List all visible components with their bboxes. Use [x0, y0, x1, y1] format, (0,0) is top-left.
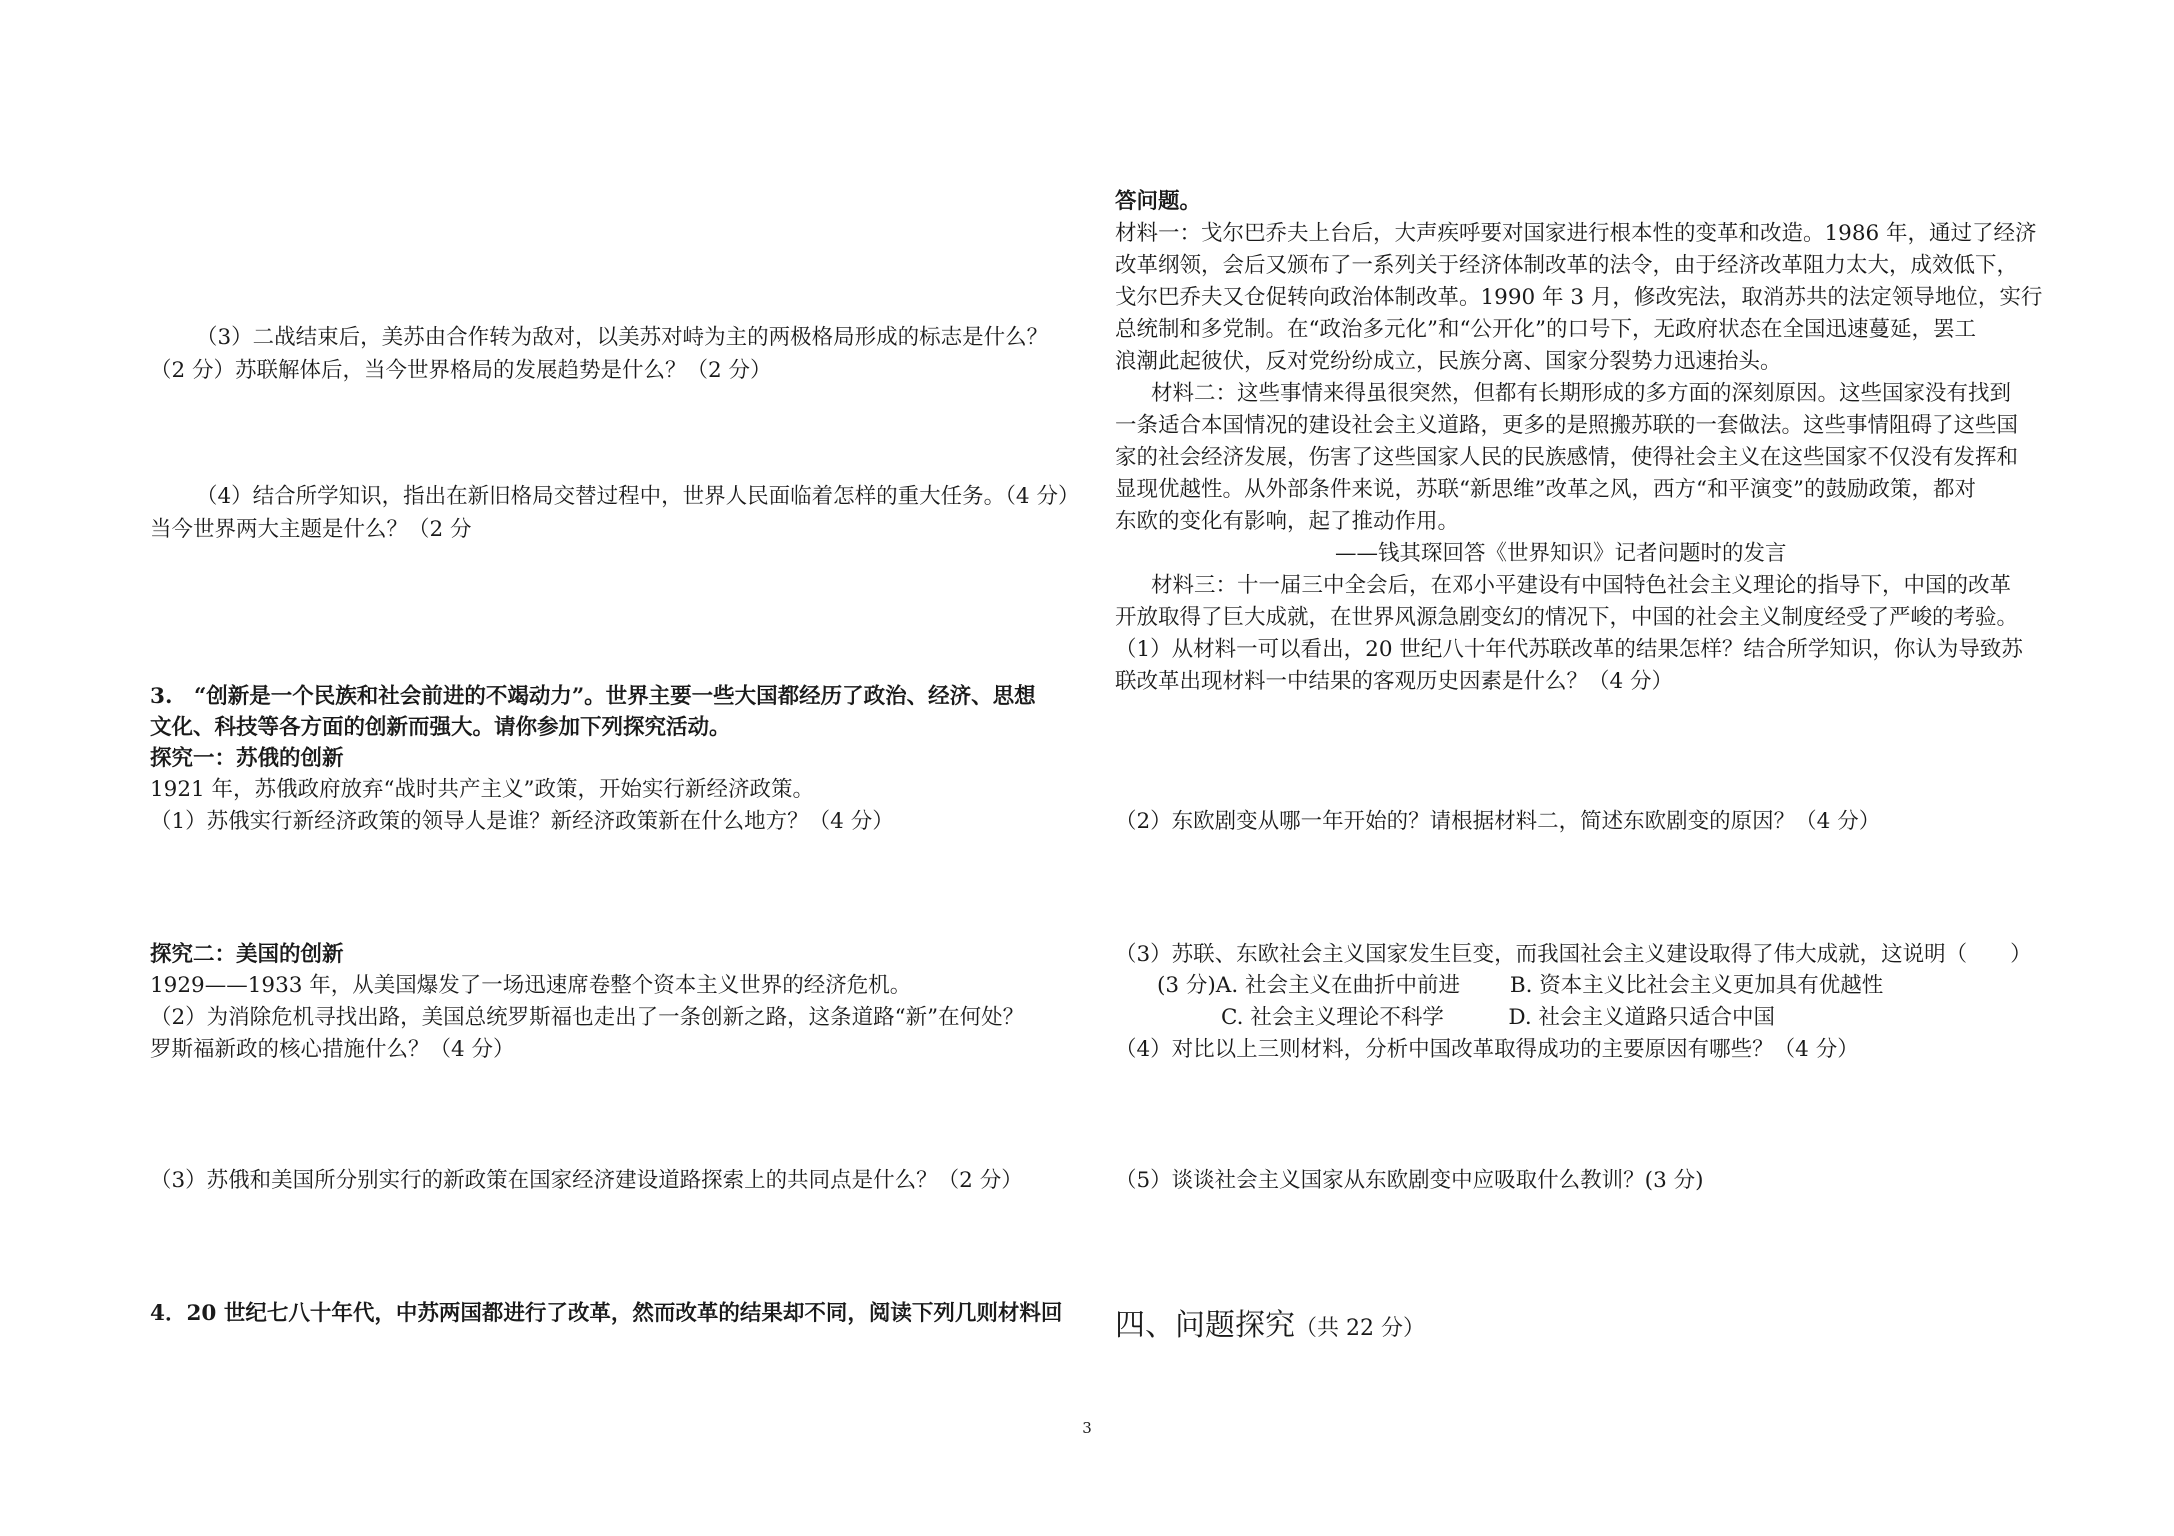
question-4-4: （4）对比以上三则材料，分析中国改革取得成功的主要原因有哪些？（4 分）: [1115, 1037, 1859, 1062]
question-4-3-options-line-2: C. 社会主义理论不科学 D. 社会主义道路只适合中国: [1221, 1005, 1775, 1030]
material-2-line-1: 材料二：这些事情来得虽很突然，但都有长期形成的多方面的深刻原因。这些国家没有找到: [1151, 381, 2012, 406]
question-4-1-line-1: （1）从材料一可以看出，20 世纪八十年代苏联改革的结果怎样？结合所学知识，你认为导致苏: [1115, 637, 2023, 662]
question-3-3: （3）苏俄和美国所分别实行的新政策在国家经济建设道路探索上的共同点是什么？（2 分）: [150, 1168, 1023, 1193]
question-2-4-line-1: （4）结合所学知识，指出在新旧格局交替过程中，世界人民面临着怎样的重大任务。（4 分）: [196, 484, 1080, 509]
question-4-1-line-2: 联改革出现材料一中结果的客观历史因素是什么？（4 分）: [1115, 669, 1674, 694]
material-2-line-2: 一条适合本国情况的建设社会主义道路，更多的是照搬苏联的一套做法。这些事情阻碍了这些国: [1115, 413, 2019, 438]
section-heading: [1115, 1306, 1425, 1349]
explore-1-text: 1921 年，苏俄政府放弃“战时共产主义”政策，开始实行新经济政策。: [150, 777, 815, 802]
explore-1-title: 探究一：苏俄的创新: [150, 746, 344, 771]
material-2-line-3: 家的社会经济发展，伤害了这些国家人民的民族感情，使得社会主义在这些国家不仅没有发挥和: [1115, 445, 2019, 470]
question-3-2-line-1: （2）为消除危机寻找出路，美国总统罗斯福也走出了一条创新之路，这条道路“新”在何处？: [150, 1005, 1025, 1030]
material-1-line-5: 浪潮此起彼伏，反对党纷纷成立，民族分离、国家分裂势力迅速抬头。: [1115, 349, 1782, 374]
section-points: （共 22 分）: [1295, 1316, 1425, 1341]
material-1-line-2: 改革纲领，会后又颁布了一系列关于经济体制改革的法令，由于经济改革阻力太大，成效低下，: [1115, 253, 2019, 278]
material-3-line-1: 材料三：十一届三中全会后，在邓小平建设有中国特色社会主义理论的指导下，中国的改革: [1151, 573, 2012, 598]
question-2-4-line-2: 当今世界两大主题是什么？（2 分: [150, 517, 472, 542]
material-1-line-4: 总统制和多党制。在“政治多元化”和“公开化”的口号下，无政府状态在全国迅速蔓延，罢工: [1115, 317, 1976, 342]
material-2-line-4: 显现优越性。从外部条件来说，苏联“新思维”改革之风，西方“和平演变”的鼓励政策，都对: [1115, 477, 1976, 502]
question-4-3-line-1: （3）苏联、东欧社会主义国家发生巨变，而我国社会主义建设取得了伟大成就，这说明（ ）: [1115, 942, 2032, 967]
question-4-intro-continued: 答问题。: [1115, 189, 1202, 214]
page-number: 3: [1082, 1419, 1092, 1437]
material-2-source: ——钱其琛回答《世界知识》记者问题时的发言: [1335, 541, 1787, 566]
material-1-line-3: 戈尔巴乔夫又仓促转向政治体制改革。1990 年 3 月，修改宪法，取消苏共的法定领导地位，实行: [1115, 285, 2043, 310]
material-2-line-5: 东欧的变化有影响，起了推动作用。: [1115, 509, 1460, 534]
section-title: 四、问题探究: [1115, 1308, 1295, 1343]
question-2-3-line-1: （3）二战结束后，美苏由合作转为敌对，以美苏对峙为主的两极格局形成的标志是什么？: [196, 325, 1049, 350]
explore-2-title: 探究二：美国的创新: [150, 942, 344, 967]
left-column: [150, 0, 1080, 1536]
question-4-5: （5）谈谈社会主义国家从东欧剧变中应吸取什么教训？(3 分): [1115, 1168, 1704, 1193]
question-4-intro: 4．20 世纪七八十年代，中苏两国都进行了改革，然而改革的结果却不同，阅读下列几则材料回: [150, 1301, 1063, 1326]
question-3-1: （1）苏俄实行新经济政策的领导人是谁？新经济政策新在什么地方？（4 分）: [150, 809, 894, 834]
question-3-intro-line-2: 文化、科技等各方面的创新而强大。请你参加下列探究活动。: [150, 715, 731, 740]
material-3-line-2: 开放取得了巨大成就，在世界风源急剧变幻的情况下，中国的社会主义制度经受了严峻的考验。: [1115, 605, 2019, 630]
material-1-line-1: 材料一：戈尔巴乔夫上台后，大声疾呼要对国家进行根本性的变革和改造。1986 年，通过了经济: [1115, 221, 2037, 246]
explore-2-text: 1929——1933 年，从美国爆发了一场迅速席卷整个资本主义世界的经济危机。: [150, 973, 912, 998]
question-3-intro-line-1: 3. “创新是一个民族和社会前进的不竭动力”。世界主要一些大国都经历了政治、经济、思想: [150, 684, 1036, 709]
question-4-2: （2）东欧剧变从哪一年开始的？请根据材料二，简述东欧剧变的原因？（4 分）: [1115, 809, 1881, 834]
right-column: [1115, 0, 2045, 1536]
question-2-3-line-2: （2 分）苏联解体后，当今世界格局的发展趋势是什么？（2 分）: [150, 358, 772, 383]
question-3-2-line-2: 罗斯福新政的核心措施什么？（4 分）: [150, 1037, 515, 1062]
question-4-3-options-line-1: (3 分)A. 社会主义在曲折中前进 B. 资本主义比社会主义更加具有优越性: [1157, 973, 1884, 998]
